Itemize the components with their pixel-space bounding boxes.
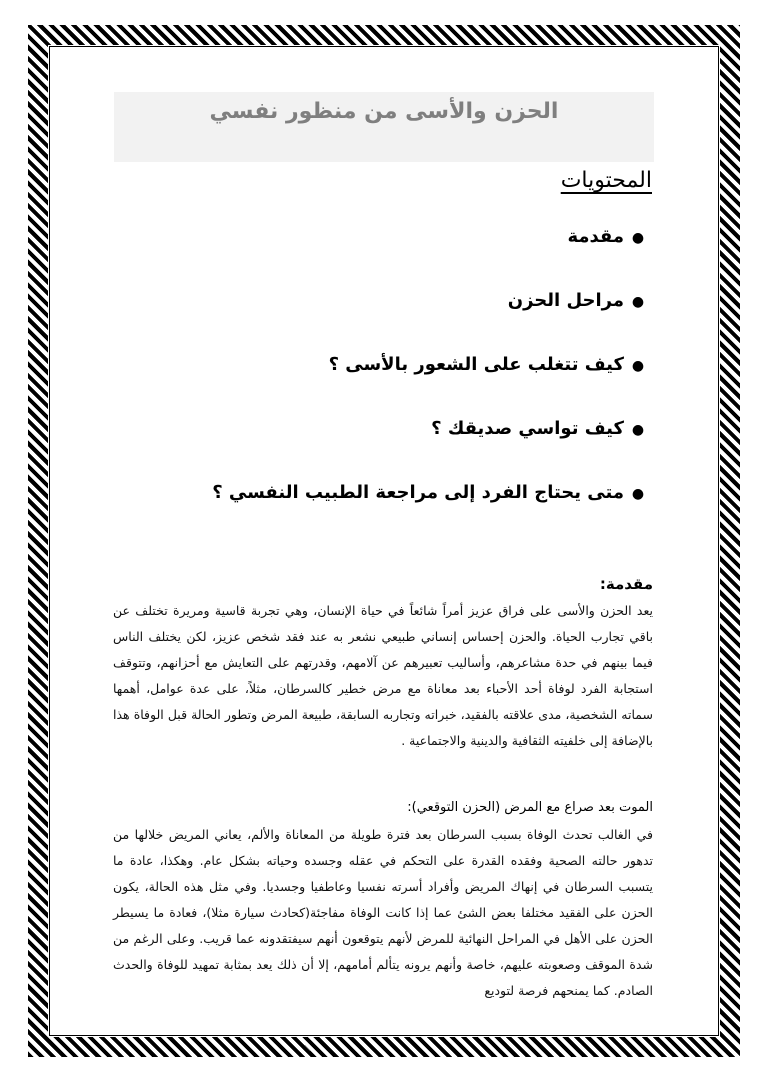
bullet-icon: ● — [631, 294, 645, 310]
bullet-icon: ● — [631, 486, 645, 502]
bullet-icon: ● — [631, 422, 645, 438]
toc-item: ●مقدمة — [132, 225, 652, 289]
intro-paragraph: يعد الحزن والأسى على فراق عزيز أمراً شائعاً في حياة الإنسان، وهي تجربة قاسية ومريرة تختلف عن باقي تجارب الحياة. والحزن إحساس إنساني طبيعي نشعر به عند فقد شخص عزيز، لكن يختلف الناس فيما بينهم في حدة مشاعرهم، وأساليب تعبيرهم عن آلامهم، وقدرتهم على التعايش مع أحزانهم، وتتوقف استجابة الفرد لوفاة أحد الأحباء بعد معاناة مع مرض خطير كالسرطان، مثلاً، على عدة عوامل، أهمها سماته الشخصية، مدى علاقته بالفقيد، خبراته وتجاربه السابقة، طبيعة المرض وتطور الحالة قبل الوفاة هذا بالإضافة إلى خلفيته الثقافية والدينية والاجتماعية . — [113, 603, 653, 748]
toc-item: ●كيف تتغلب على الشعور بالأسى ؟ — [132, 353, 652, 417]
section-paragraph: في الغالب تحدث الوفاة بسبب السرطان بعد فترة طويلة من المعاناة والألم، يعاني المريض خلالها من تدهور حالته الصحية وفقده القدرة على التحكم في عقله وجسده وحياته بشكل عام. وهكذا، عادة ما يتسبب السرطان في إنهاك المريض وأفراد أسرته نفسيا وعاطفيا وجسديا. وفي مثل هذه الحالة، يكون الحزن على الفقيد مختلفا بعض الشئ عما إذا كانت الوفاة مفاجئة(كحادث سيارة مثلا)، فعادة ما يسيطر الحزن على الأهل في المراحل النهائية للمرض لأنهم يتوقعون أنهم سيفتقدونه عما قريب. وعلى الرغم من شدة الموقف وصعوبته عليهم، خاصة وأنهم يرونه يتألم أمامهم، إلا أن ذلك يعد بمثابة تمهيد للوفاة والحدث الصادم. كما يمنحهم فرصة لتوديع — [113, 827, 653, 998]
page-title: الحزن والأسى من منظور نفسي — [209, 99, 559, 124]
intro-heading: مقدمة: — [599, 575, 653, 593]
toc-item: ●متى يحتاج الفرد إلى مراجعة الطبيب النفسي ؟ — [132, 481, 652, 545]
toc-heading: المحتويات — [560, 168, 652, 193]
section-heading: الموت بعد صراع مع المرض (الحزن التوقعي): — [407, 800, 653, 815]
toc-item: ●مراحل الحزن — [132, 289, 652, 353]
table-of-contents — [132, 225, 652, 545]
toc-item: ●كيف تواسي صديقك ؟ — [132, 417, 652, 481]
bullet-icon: ● — [631, 230, 645, 246]
bullet-icon: ● — [631, 358, 645, 374]
